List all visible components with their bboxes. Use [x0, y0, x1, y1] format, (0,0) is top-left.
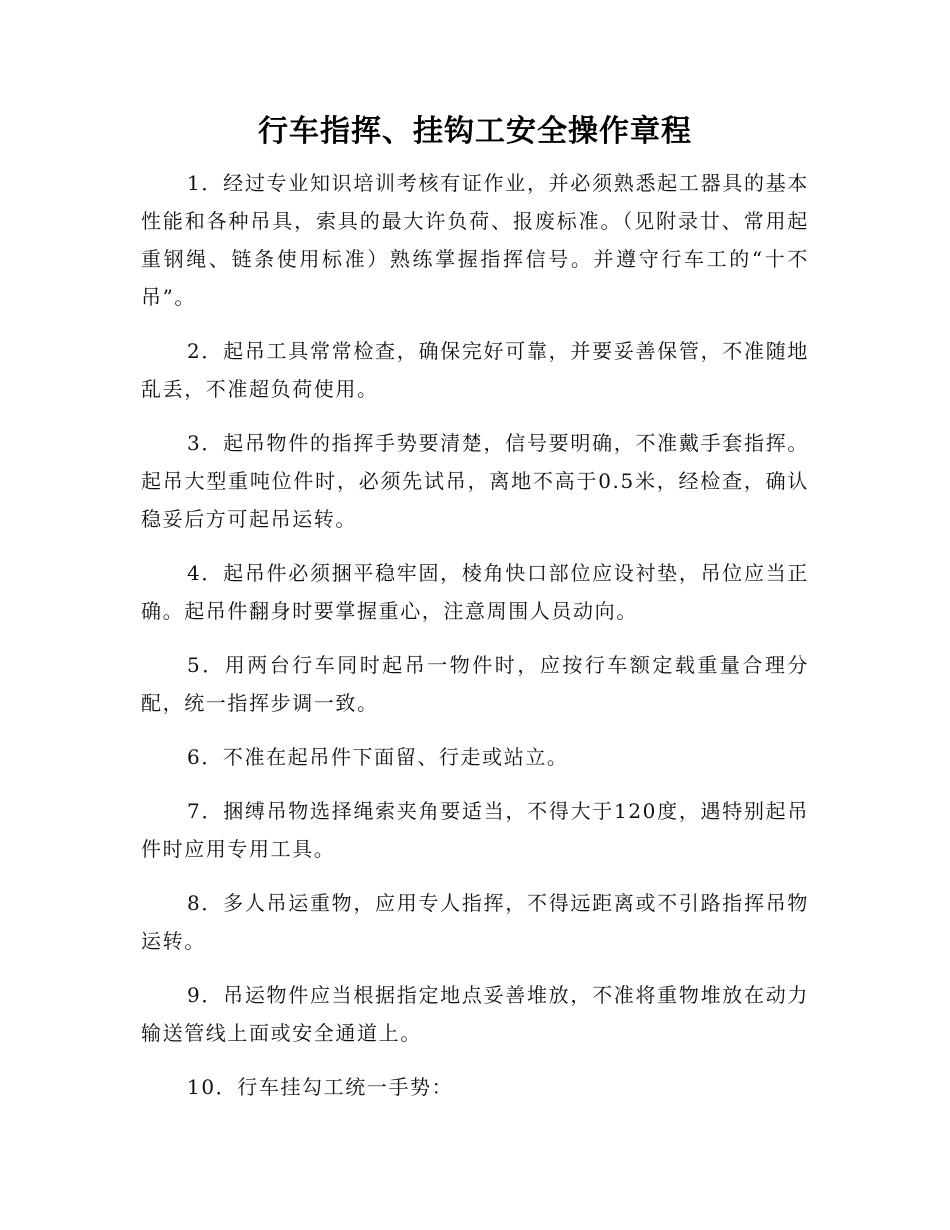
rule-paragraph-5: 5．用两台行车同时起吊一物件时，应按行车额定载重量合理分配，统一指挥步调一致。	[141, 653, 809, 715]
rule-paragraph-4: 4．起吊件必须捆平稳牢固，棱角快口部位应设衬垫，吊位应当正确。起吊件翻身时要掌握重心，注意周围人员动向。	[141, 561, 809, 623]
rule-paragraph-2: 2．起吊工具常常检查，确保完好可靠，并要妥善保管，不准随地乱丢，不准超负荷使用。	[141, 339, 809, 401]
document-title: 行车指挥、挂钩工安全操作章程	[258, 114, 692, 149]
rule-paragraph-6: 6．不准在起吊件下面留、行走或站立。	[187, 745, 569, 769]
rule-paragraph-3: 3．起吊物件的指挥手势要清楚，信号要明确，不准戴手套指挥。起吊大型重吨位件时，必须先试吊，离地不高于0.5米，经检查，确认稳妥后方可起吊运转。	[141, 431, 809, 531]
document-body	[141, 164, 809, 1122]
rule-paragraph-10: 10．行车挂勾工统一手势：	[187, 1075, 454, 1099]
rule-paragraph-7: 7．捆缚吊物选择绳索夹角要适当，不得大于120度，遇特别起吊件时应用专用工具。	[141, 799, 809, 861]
rule-paragraph-9: 9．吊运物件应当根据指定地点妥善堆放，不准将重物堆放在动力输送管线上面或安全通道上。	[141, 983, 809, 1045]
rule-paragraph-8: 8．多人吊运重物，应用专人指挥，不得远距离或不引路指挥吊物运转。	[141, 891, 809, 953]
rule-paragraph-1: 1．经过专业知识培训考核有证作业，并必须熟悉起工器具的基本性能和各种吊具，索具的最大许负荷、报废标准。（见附录廿、常用起重钢绳、链条使用标准）熟练掌握指挥信号。并遵守行车工的“十不吊”。	[141, 171, 809, 309]
